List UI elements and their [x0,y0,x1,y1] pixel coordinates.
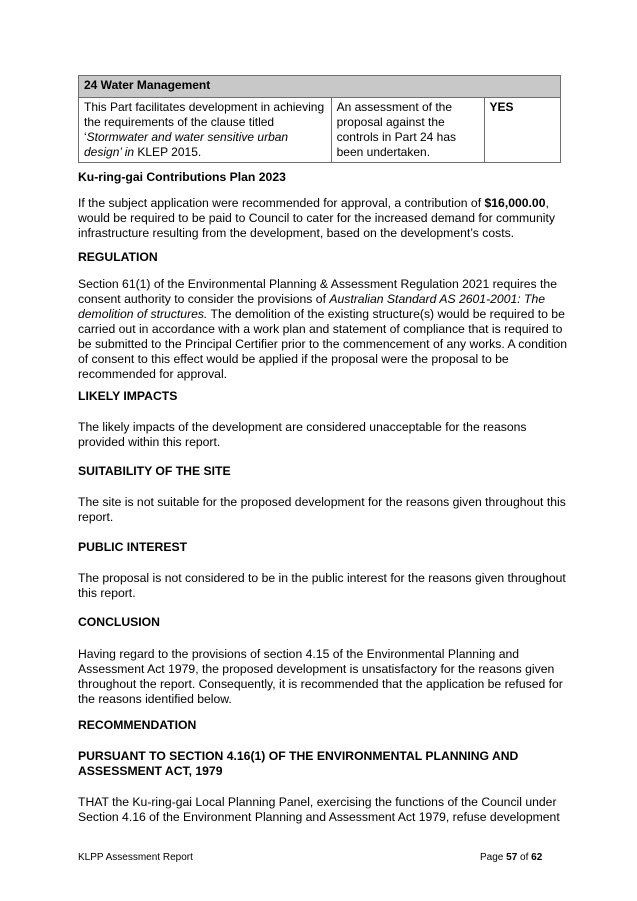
conclusion-heading: CONCLUSION [78,615,160,629]
table-cell-compliance: YES [484,98,560,163]
description-italic: Stormwater and water sensitive urban design’ in [84,130,289,159]
assessment-table [78,75,561,163]
recommendation-subheading: PURSUANT TO SECTION 4.16(1) OF THE ENVIRONMENTAL PLANNING AND ASSESSMENT ACT, 1979 [78,749,519,778]
description-text: This Part facilitates development in achieving the requirements of the clause titled ‘ [84,100,325,144]
table-header: 24 Water Management [79,76,561,98]
contributions-text-after: , would be required to be paid to Council to cater for the increased demand for community infrastructure resulting from the development, based on the development’s costs. [78,196,555,240]
regulation-heading: REGULATION [78,250,158,264]
contributions-paragraph [78,196,568,241]
recommendation-paragraph: THAT the Ku-ring-gai Local Planning Panel, exercising the functions of the Council under Section 4.16 of the Environment Planning and Assessment Act 1979, refuse development [78,795,560,824]
recommendation-heading: RECOMMENDATION [78,718,197,732]
description-tail: KLEP 2015. [134,145,202,159]
page-current: 57 [506,852,518,863]
regulation-paragraph [78,277,568,382]
suitability-heading: SUITABILITY OF THE SITE [78,464,231,478]
conclusion-paragraph: Having regard to the provisions of section 4.15 of the Environmental Planning and Assessment Act 1979, the proposed development is unsatisfactory for the reasons given throughout the report. Consequently, it is recommended that the application be refused for the reasons identified below. [78,647,563,706]
footer-report-title: KLPP Assessment Report [78,852,193,863]
page-label: Page [480,852,507,863]
suitability-paragraph: The site is not suitable for the proposed development for the reasons given throughout this report. [78,495,566,524]
public-interest-paragraph: The proposal is not considered to be in the public interest for the reasons given throughout this report. [78,571,566,600]
likely-impacts-heading: LIKELY IMPACTS [78,389,178,403]
regulation-standard: Australian Standard AS 2601-2001: The demolition of structures. [78,292,546,321]
public-interest-heading: PUBLIC INTEREST [78,540,188,554]
table-row [79,98,561,163]
contributions-text: If the subject application were recommended for approval, a contribution of [78,196,485,210]
table-cell-description [79,98,332,163]
footer-page-number [480,852,542,864]
regulation-text: Section 61(1) of the Environmental Planning & Assessment Regulation 2021 requires the consent authority to consider the provisions of [78,277,557,306]
page-total: 62 [531,852,543,863]
regulation-text-2: The demolition of the existing structure(s) would be required to be carried out in accordance with a work plan and statement of compliance that is required to be submitted to the Principal Certifier prior to the commencement of any works. A condition of consent to this effect would be applied if the proposal were the proposal to be recommended for approval. [78,307,568,381]
page-of: of [517,852,532,863]
likely-impacts-paragraph: The likely impacts of the development are considered unacceptable for the reasons provided within this report. [78,420,527,449]
table-header-row [79,76,561,98]
table-cell-assessment: An assessment of the proposal against the controls in Part 24 has been undertaken. [331,98,484,163]
contribution-amount: $16,000.00 [484,196,546,210]
contributions-heading: Ku-ring-gai Contributions Plan 2023 [78,170,286,184]
